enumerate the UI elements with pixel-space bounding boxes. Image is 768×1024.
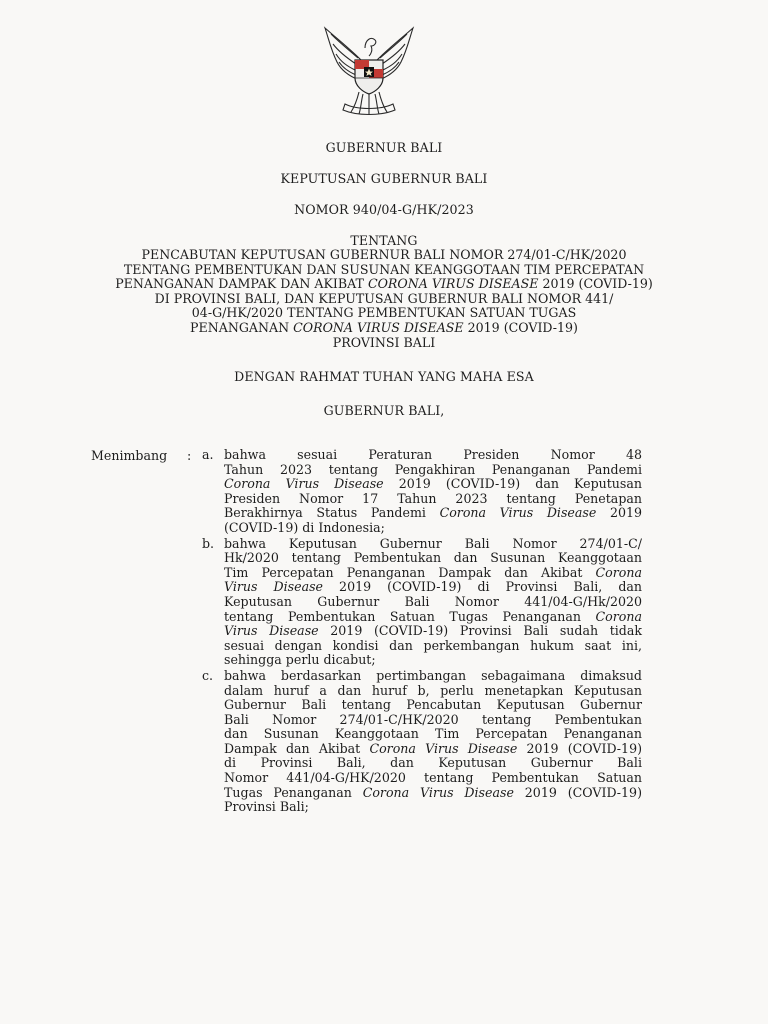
item-line — [224, 624, 642, 639]
document-number: NOMOR 940/04-G/HK/2023 — [294, 202, 474, 217]
considering-item — [202, 537, 642, 668]
about-label: TENTANG — [350, 233, 418, 248]
item-line — [224, 669, 642, 684]
text-run: bahwa Keputusan Gubernur Bali Nomor 274/01-C/ — [224, 535, 642, 551]
text-run: Tahun 2023 tentang Pengakhiran Penanganan Pandemi — [224, 461, 642, 477]
item-line — [224, 800, 642, 815]
text-run: sehingga perlu dicabut; — [224, 652, 376, 668]
italic-text: CORONA VIRUS DISEASE — [367, 276, 539, 292]
text-run: DI PROVINSI BALI, DAN KEPUTUSAN GUBERNUR BALI NOMOR 441/ — [154, 290, 614, 306]
item-line — [224, 551, 642, 566]
item-letter: a. — [202, 447, 214, 462]
text-run: bahwa berdasarkan pertimbangan sebagaimana dimaksud — [224, 667, 642, 683]
issuer-title: GUBERNUR BALI — [325, 140, 443, 155]
text-run: Nomor 441/04-G/HK/2020 tentang Pembentukan Satuan — [224, 770, 642, 786]
item-line — [224, 756, 642, 771]
text-run: 2019 (COVID-19) — [463, 319, 578, 335]
text-run: dalam huruf a dan huruf b, perlu menetapkan Keputusan — [224, 682, 642, 698]
item-line — [224, 595, 642, 610]
text-run: Dampak dan Akibat — [224, 740, 370, 756]
text-run: 2019 (COVID-19) dan Keputusan — [383, 476, 642, 492]
text-run: (COVID-19) di Indonesia; — [224, 519, 385, 535]
item-line — [224, 713, 642, 728]
italic-text: Virus Disease — [224, 579, 324, 595]
considering-item — [202, 448, 642, 536]
title-line — [100, 336, 668, 351]
text-run: Keputusan Gubernur Bali Nomor 441/04-G/Hk/2020 — [224, 593, 642, 609]
text-run: 2019 (COVID-19) — [538, 276, 653, 292]
italic-text: Corona Virus Disease — [439, 505, 597, 521]
considering-list — [202, 448, 642, 816]
text-run: di Provinsi Bali, dan Keputusan Gubernur Bali — [224, 755, 642, 771]
invocation: DENGAN RAHMAT TUHAN YANG MAHA ESA — [234, 369, 534, 384]
text-run: Provinsi Bali; — [224, 799, 309, 815]
title-line — [100, 263, 668, 278]
title-line — [100, 321, 668, 336]
title-line — [100, 277, 668, 292]
text-run: Presiden Nomor 17 Tahun 2023 tentang Penetapan — [224, 490, 642, 506]
item-line — [224, 653, 642, 668]
text-run: Hk/2020 tentang Pembentukan dan Susunan Keanggotaan — [224, 550, 642, 566]
text-run: Tugas Penanganan — [224, 784, 363, 800]
item-line — [224, 771, 642, 786]
text-run: 04-G/HK/2020 TENTANG PEMBENTUKAN SATUAN TUGAS — [191, 305, 577, 321]
considering-colon: : — [187, 448, 192, 463]
item-line — [224, 477, 642, 492]
text-run: bahwa sesuai Peraturan Presiden Nomor 48 — [224, 447, 642, 462]
text-run: 2019 (COVID-19) — [517, 740, 642, 756]
item-line — [224, 698, 642, 713]
italic-text: CORONA VIRUS DISEASE — [293, 319, 464, 335]
title-line — [100, 292, 668, 307]
text-run: PENANGANAN DAMPAK DAN AKIBAT — [115, 276, 368, 292]
text-run: Tim Percepatan Penanganan Dampak dan Akibat — [224, 564, 596, 580]
document-title — [100, 248, 668, 350]
item-line — [224, 506, 642, 521]
garuda-emblem-icon — [311, 20, 427, 120]
text-run: Gubernur Bali tentang Pencabutan Keputusan Gubernur — [224, 697, 642, 713]
item-line — [224, 639, 642, 654]
text-run: 2019 — [596, 505, 643, 521]
text-run: sesuai dengan kondisi dan perkembangan hukum saat ini, — [224, 637, 642, 653]
text-run: PROVINSI BALI — [332, 334, 436, 350]
item-line — [224, 742, 642, 757]
italic-text: Corona — [595, 564, 642, 580]
text-run: PENANGANAN — [190, 319, 294, 335]
considering-item — [202, 669, 642, 815]
italic-text: Corona Virus Disease — [224, 476, 384, 492]
text-run: PENCABUTAN KEPUTUSAN GUBERNUR BALI NOMOR 274/01-C/HK/2020 — [141, 247, 627, 262]
considering-label: Menimbang — [91, 448, 168, 463]
item-line — [224, 448, 642, 463]
italic-text: Corona Virus Disease — [369, 740, 518, 756]
text-run: 2019 (COVID-19) — [513, 784, 642, 800]
item-line — [224, 610, 642, 625]
italic-text: Corona — [595, 608, 642, 624]
item-line — [224, 537, 642, 552]
text-run: dan Susunan Keanggotaan Tim Percepatan Penanganan — [224, 726, 642, 742]
text-run: tentang Pembentukan Satuan Tugas Penanganan — [224, 608, 596, 624]
item-line — [224, 521, 642, 536]
document-type: KEPUTUSAN GUBERNUR BALI — [280, 171, 488, 186]
item-line — [224, 786, 642, 801]
governor-label: GUBERNUR BALI, — [323, 403, 445, 418]
text-run: TENTANG PEMBENTUKAN DAN SUSUNAN KEANGGOTAAN TIM PERCEPATAN — [123, 261, 645, 277]
item-line — [224, 727, 642, 742]
item-line — [224, 684, 642, 699]
item-letter: c. — [202, 667, 214, 683]
title-line — [100, 248, 668, 263]
item-letter: b. — [202, 535, 215, 551]
title-line — [100, 306, 668, 321]
italic-text: Corona Virus Disease — [362, 784, 514, 800]
text-run: 2019 (COVID-19) di Provinsi Bali, dan — [323, 579, 642, 595]
italic-text: Virus Disease — [224, 623, 319, 639]
item-line — [224, 463, 642, 478]
text-run: 2019 (COVID-19) Provinsi Bali sudah tidak — [318, 623, 643, 639]
text-run: Bali Nomor 274/01-C/HK/2020 tentang Pembentukan — [224, 711, 642, 727]
item-line — [224, 580, 642, 595]
item-line — [224, 566, 642, 581]
text-run: Berakhirnya Status Pandemi — [224, 505, 440, 521]
item-line — [224, 492, 642, 507]
